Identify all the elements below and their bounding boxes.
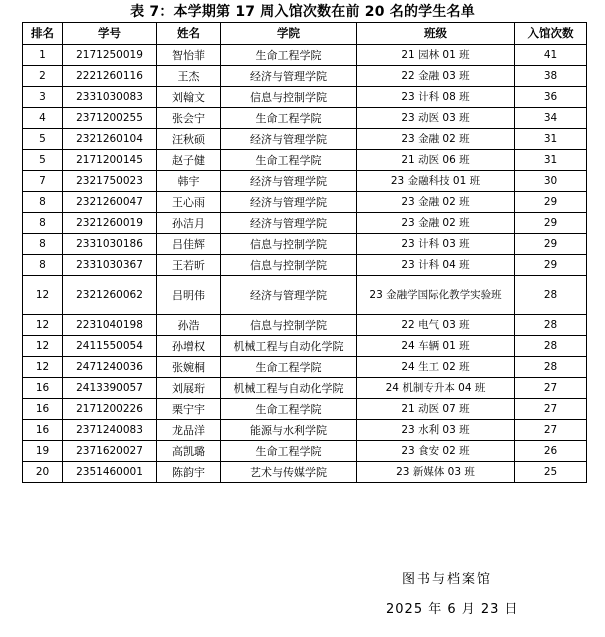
table-row: [23, 66, 587, 87]
header-student-id: 学号: [63, 23, 157, 45]
cell-rank: 1: [23, 45, 63, 66]
table-row: [23, 213, 587, 234]
table-row: [23, 192, 587, 213]
cell-student-id: 2221260116: [63, 66, 157, 87]
table-row: [23, 45, 587, 66]
cell-college: 经济与管理学院: [221, 129, 357, 150]
cell-class: 21 动医 06 班: [357, 150, 515, 171]
header-visit-count: 入馆次数: [515, 23, 587, 45]
signature-date: 2025 年 6 月 23 日: [386, 602, 519, 617]
cell-visit-count: 27: [515, 399, 587, 420]
cell-class: 22 金融 03 班: [357, 66, 515, 87]
cell-student-id: 2321260062: [63, 276, 157, 315]
cell-rank: 7: [23, 171, 63, 192]
cell-visit-count: 25: [515, 462, 587, 483]
cell-class: 23 金融 02 班: [357, 129, 515, 150]
table-row: [23, 150, 587, 171]
table-row: [23, 357, 587, 378]
cell-college: 经济与管理学院: [221, 276, 357, 315]
cell-visit-count: 29: [515, 234, 587, 255]
table-header-row: [23, 23, 587, 45]
cell-visit-count: 29: [515, 255, 587, 276]
cell-student-id: 2413390057: [63, 378, 157, 399]
cell-rank: 19: [23, 441, 63, 462]
cell-class: 23 金融 02 班: [357, 213, 515, 234]
cell-college: 机械工程与自动化学院: [221, 378, 357, 399]
cell-visit-count: 41: [515, 45, 587, 66]
cell-rank: 12: [23, 315, 63, 336]
cell-student-id: 2321260047: [63, 192, 157, 213]
cell-name: 汪秋硕: [157, 129, 221, 150]
cell-student-id: 2321750023: [63, 171, 157, 192]
cell-student-id: 2171250019: [63, 45, 157, 66]
table-row: [23, 420, 587, 441]
cell-student-id: 2231040198: [63, 315, 157, 336]
cell-rank: 16: [23, 420, 63, 441]
cell-class: 23 计科 04 班: [357, 255, 515, 276]
header-college: 学院: [221, 23, 357, 45]
cell-rank: 12: [23, 276, 63, 315]
cell-name: 智怡菲: [157, 45, 221, 66]
cell-college: 能源与水利学院: [221, 420, 357, 441]
cell-student-id: 2351460001: [63, 462, 157, 483]
header-class: 班级: [357, 23, 515, 45]
cell-college: 信息与控制学院: [221, 87, 357, 108]
cell-rank: 8: [23, 234, 63, 255]
cell-visit-count: 31: [515, 150, 587, 171]
cell-visit-count: 31: [515, 129, 587, 150]
cell-visit-count: 28: [515, 336, 587, 357]
cell-name: 韩宇: [157, 171, 221, 192]
cell-rank: 20: [23, 462, 63, 483]
cell-college: 信息与控制学院: [221, 234, 357, 255]
cell-college: 机械工程与自动化学院: [221, 336, 357, 357]
cell-rank: 8: [23, 213, 63, 234]
cell-rank: 8: [23, 255, 63, 276]
cell-name: 龙品洋: [157, 420, 221, 441]
cell-student-id: 2321260104: [63, 129, 157, 150]
cell-college: 信息与控制学院: [221, 315, 357, 336]
ranking-table: [22, 22, 587, 483]
cell-class: 23 动医 03 班: [357, 108, 515, 129]
cell-visit-count: 38: [515, 66, 587, 87]
cell-rank: 5: [23, 129, 63, 150]
cell-college: 生命工程学院: [221, 45, 357, 66]
cell-name: 赵子健: [157, 150, 221, 171]
cell-visit-count: 30: [515, 171, 587, 192]
cell-class: 23 计科 08 班: [357, 87, 515, 108]
cell-class: 24 机制专升本 04 班: [357, 378, 515, 399]
cell-college: 经济与管理学院: [221, 213, 357, 234]
cell-name: 吕明伟: [157, 276, 221, 315]
table-row: [23, 87, 587, 108]
cell-name: 孙浩: [157, 315, 221, 336]
cell-rank: 8: [23, 192, 63, 213]
cell-college: 生命工程学院: [221, 108, 357, 129]
cell-class: 23 食安 02 班: [357, 441, 515, 462]
cell-name: 吕佳辉: [157, 234, 221, 255]
cell-class: 24 生工 02 班: [357, 357, 515, 378]
table-row: [23, 399, 587, 420]
cell-class: 22 电气 03 班: [357, 315, 515, 336]
table-row: [23, 108, 587, 129]
cell-visit-count: 28: [515, 315, 587, 336]
cell-college: 信息与控制学院: [221, 255, 357, 276]
table-row: [23, 171, 587, 192]
cell-visit-count: 27: [515, 420, 587, 441]
cell-class: 24 车辆 01 班: [357, 336, 515, 357]
cell-college: 生命工程学院: [221, 150, 357, 171]
cell-rank: 3: [23, 87, 63, 108]
cell-college: 艺术与传媒学院: [221, 462, 357, 483]
cell-student-id: 2371200255: [63, 108, 157, 129]
table-row: [23, 462, 587, 483]
cell-name: 刘翰文: [157, 87, 221, 108]
cell-student-id: 2411550054: [63, 336, 157, 357]
cell-class: 21 动医 07 班: [357, 399, 515, 420]
cell-student-id: 2331030083: [63, 87, 157, 108]
signature-org: 图书与档案馆: [402, 572, 493, 587]
cell-college: 生命工程学院: [221, 399, 357, 420]
cell-class: 23 金融 02 班: [357, 192, 515, 213]
header-rank: 排名: [23, 23, 63, 45]
cell-student-id: 2331030367: [63, 255, 157, 276]
cell-class: 23 金融科技 01 班: [357, 171, 515, 192]
cell-visit-count: 29: [515, 213, 587, 234]
cell-class: 23 金融学国际化教学实验班: [357, 276, 515, 315]
cell-student-id: 2321260019: [63, 213, 157, 234]
cell-college: 经济与管理学院: [221, 66, 357, 87]
cell-visit-count: 27: [515, 378, 587, 399]
page-title: 表 7：本学期第 17 周入馆次数在前 20 名的学生名单: [130, 4, 475, 20]
table-row: [23, 336, 587, 357]
table-row: [23, 276, 587, 315]
cell-class: 23 水利 03 班: [357, 420, 515, 441]
cell-college: 生命工程学院: [221, 357, 357, 378]
cell-visit-count: 29: [515, 192, 587, 213]
cell-student-id: 2171200145: [63, 150, 157, 171]
cell-student-id: 2471240036: [63, 357, 157, 378]
cell-rank: 12: [23, 357, 63, 378]
cell-student-id: 2331030186: [63, 234, 157, 255]
cell-college: 经济与管理学院: [221, 171, 357, 192]
cell-rank: 2: [23, 66, 63, 87]
cell-class: 23 计科 03 班: [357, 234, 515, 255]
cell-rank: 16: [23, 378, 63, 399]
cell-rank: 4: [23, 108, 63, 129]
cell-class: 21 园林 01 班: [357, 45, 515, 66]
cell-visit-count: 28: [515, 276, 587, 315]
cell-name: 张婉桐: [157, 357, 221, 378]
cell-student-id: 2371620027: [63, 441, 157, 462]
cell-rank: 12: [23, 336, 63, 357]
cell-name: 孙增权: [157, 336, 221, 357]
table-row: [23, 129, 587, 150]
cell-name: 孙洁月: [157, 213, 221, 234]
cell-student-id: 2171200226: [63, 399, 157, 420]
cell-class: 23 新媒体 03 班: [357, 462, 515, 483]
cell-college: 经济与管理学院: [221, 192, 357, 213]
cell-name: 王心雨: [157, 192, 221, 213]
table-row: [23, 315, 587, 336]
cell-college: 生命工程学院: [221, 441, 357, 462]
table-row: [23, 234, 587, 255]
table-row: [23, 441, 587, 462]
cell-rank: 16: [23, 399, 63, 420]
cell-rank: 5: [23, 150, 63, 171]
header-name: 姓名: [157, 23, 221, 45]
table-body: [23, 45, 587, 483]
cell-student-id: 2371240083: [63, 420, 157, 441]
cell-name: 陈韵宇: [157, 462, 221, 483]
cell-visit-count: 36: [515, 87, 587, 108]
cell-visit-count: 28: [515, 357, 587, 378]
cell-visit-count: 26: [515, 441, 587, 462]
cell-visit-count: 34: [515, 108, 587, 129]
table-row: [23, 378, 587, 399]
cell-name: 王若昕: [157, 255, 221, 276]
cell-name: 王杰: [157, 66, 221, 87]
cell-name: 栗宁宇: [157, 399, 221, 420]
cell-name: 刘展珩: [157, 378, 221, 399]
cell-name: 高凯璐: [157, 441, 221, 462]
table-row: [23, 255, 587, 276]
cell-name: 张会宁: [157, 108, 221, 129]
